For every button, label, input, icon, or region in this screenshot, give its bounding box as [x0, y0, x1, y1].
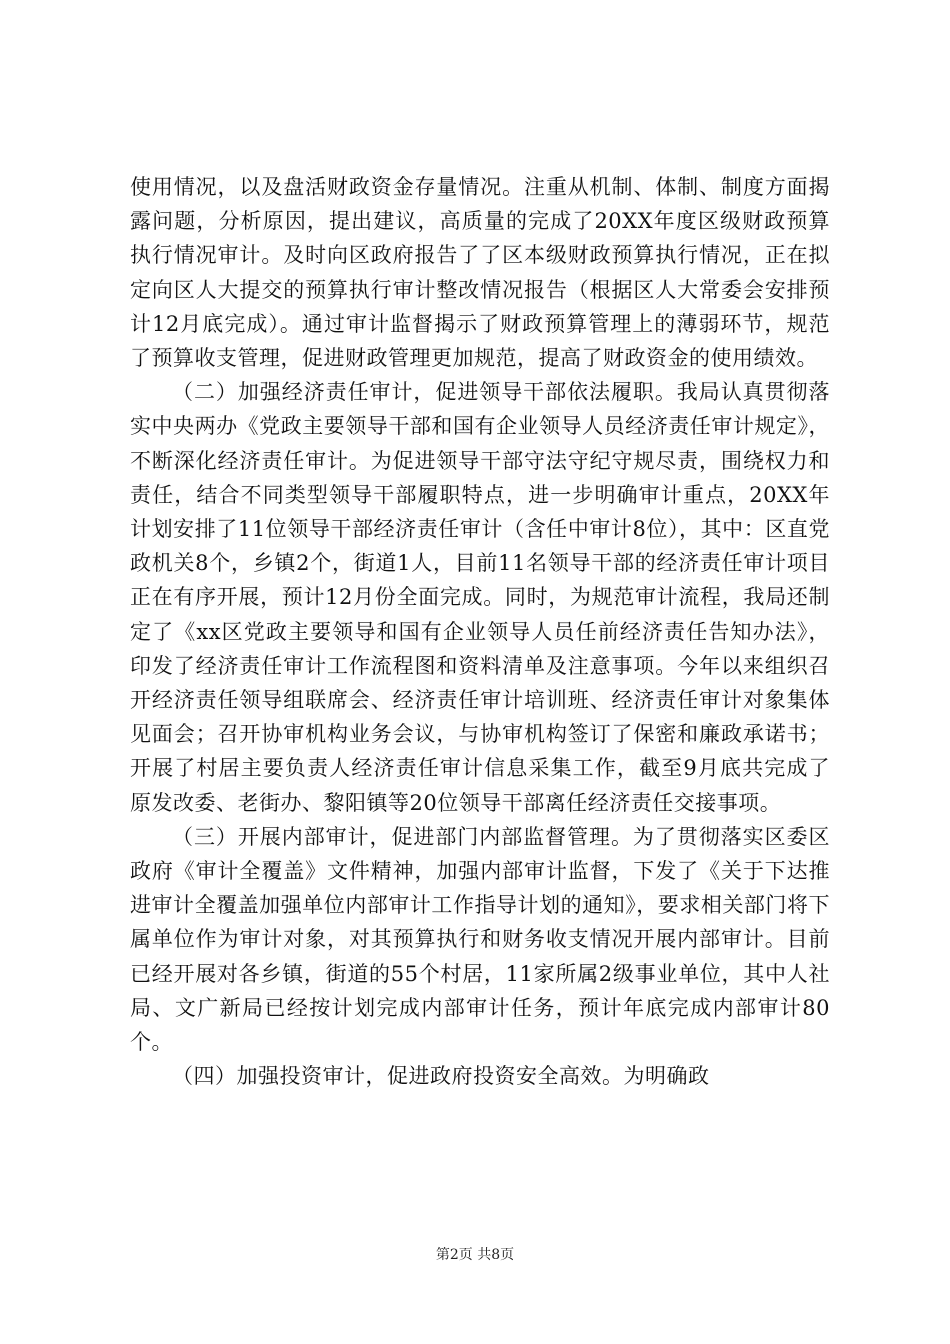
paragraph-investment-audit: （四）加强投资审计，促进政府投资安全高效。为明确政: [172, 1064, 710, 1089]
document-body: [130, 170, 830, 1093]
page-number-footer: 第2页 共8页: [435, 1247, 515, 1263]
paragraph-economic-responsibility-audit: （二）加强经济责任审计，促进领导干部依法履职。我局认真贯彻落实中央两办《党政主要领导干部和国有企业领导人员经济责任审计规定》，不断深化经济责任审计。为促进领导干部守法守纪守规尽责，围绕权力和责任，结合不同类型领导干部履职特点，进一步明确审计重点，20XX年计划安排了11位领导干部经济责任审计（含任中审计8位），其中：区直党政机关8个，乡镇2个，街道1人，目前11名领导干部的经济责任审计项目正在有序开展，预计12月份全面完成。同时，为规范审计流程，我局还制定了《xx区党政主要领导和国有企业领导人员任前经济责任告知办法》，印发了经济责任审计工作流程图和资料清单及注意事项。今年以来组织召开经济责任领导组联席会、经济责任审计培训班、经济责任审计对象集体见面会；召开协审机构业务会议，与协审机构签订了保密和廉政承诺书；开展了村居主要负责人经济责任审计信息采集工作，截至9月底共完成了原发改委、老街办、黎阳镇等20位领导干部离任经济责任交接事项。: [130, 380, 830, 815]
paragraph-internal-audit: （三）开展内部审计，促进部门内部监督管理。为了贯彻落实区委区政府《审计全覆盖》文件精神，加强内部审计监督，下发了《关于下达推进审计全覆盖加强单位内部审计工作指导计划的通知》，要求相关部门将下属单位作为审计对象，对其预算执行和财务收支情况开展内部审计。目前已经开展对各乡镇，街道的55个村居，11家所属2级事业单位，其中人社局、文广新局已经按计划完成内部审计任务，预计年底完成内部审计80个。: [130, 824, 830, 1055]
paragraph-continuation: 使用情况，以及盘活财政资金存量情况。注重从机制、体制、制度方面揭露问题，分析原因，提出建议，高质量的完成了20XX年度区级财政预算执行情况审计。及时向区政府报告了了区本级财政预算执行情况，正在拟定向区人大提交的预算执行审计整改情况报告（根据区人大常委会安排预计12月底完成）。通过审计监督揭示了财政预算管理上的薄弱环节，规范了预算收支管理，促进财政管理更加规范，提高了财政资金的使用绩效。: [130, 175, 830, 371]
